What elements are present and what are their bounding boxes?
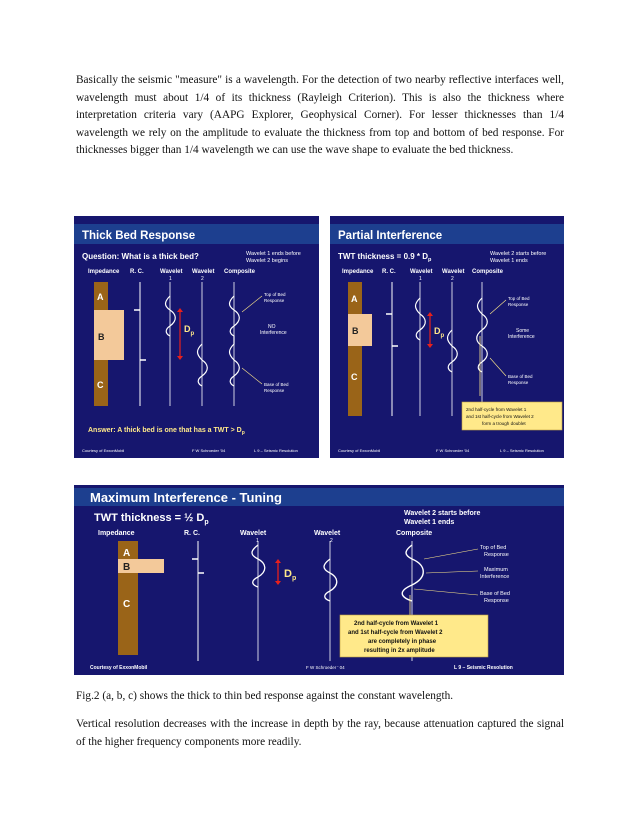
svg-text:Wavelet 1 ends: Wavelet 1 ends <box>404 519 455 526</box>
svg-text:Wavelet: Wavelet <box>314 530 341 537</box>
col-rc: R. C. <box>130 269 144 275</box>
svg-text:Wavelet 2 starts before: Wavelet 2 starts before <box>490 251 547 257</box>
svg-text:Response: Response <box>484 552 509 558</box>
svg-text:Top of Bed: Top of Bed <box>264 292 286 297</box>
partial-interference-diagram <box>330 216 564 458</box>
svg-text:R. C.: R. C. <box>382 269 396 275</box>
svg-text:Response: Response <box>264 298 285 303</box>
svg-text:Wavelet 1 ends: Wavelet 1 ends <box>490 258 528 264</box>
svg-text:Base of Bed: Base of Bed <box>508 374 533 379</box>
svg-text:Dp: $D_p$ <box>434 326 445 339</box>
svg-text:Response: Response <box>508 380 529 385</box>
figure-a-answer: Answer: A thick bed is one that has a TWT > $D_p$ <box>88 427 245 436</box>
figure-maximum-interference-tuning <box>74 485 564 675</box>
svg-text:A: A <box>123 548 131 559</box>
svg-text:1: 1 <box>169 276 172 282</box>
svg-text:NO: NO <box>268 324 276 330</box>
svg-text:F W Schroeder ' 04: F W Schroeder ' 04 <box>306 665 345 670</box>
svg-text:are completely in phase: are completely in phase <box>368 639 437 645</box>
svg-text:B: B <box>123 562 131 573</box>
svg-text:2: 2 <box>201 276 204 282</box>
col-wavelet-1: Wavelet <box>160 269 183 275</box>
figure-b-twt: TWT thickness = $0.9 * D_p$ <box>338 252 432 263</box>
svg-text:R. C.: R. C. <box>184 530 200 537</box>
svg-text:Impedance: Impedance <box>342 269 374 275</box>
svg-text:Dp: $D_p$ <box>284 568 297 582</box>
svg-text:Wavelet: Wavelet <box>442 269 465 275</box>
svg-text:Maximum: Maximum <box>484 567 508 573</box>
svg-text:C: C <box>351 372 358 382</box>
svg-text:Base of Bed: Base of Bed <box>480 591 510 597</box>
resolution-paragraph: Vertical resolution decreases with the increase in depth by the ray, because attenuation captured the signal of the higher frequency components more readily. <box>76 718 564 748</box>
figure-a-question: Question: What is a thick bed? <box>82 252 199 261</box>
svg-text:resulting in 2x amplitude: resulting in 2x amplitude <box>364 648 435 654</box>
svg-text:L 9 – Seismic Resolution: L 9 – Seismic Resolution <box>500 448 544 453</box>
svg-text:2nd half-cycle from Wavelet 1: 2nd half-cycle from Wavelet 1 <box>354 621 439 627</box>
svg-text:Impedance: Impedance <box>98 530 135 537</box>
svg-text:Response: Response <box>508 302 529 307</box>
svg-text:C: C <box>123 599 131 610</box>
svg-text:Interference: Interference <box>480 574 510 580</box>
svg-text:Top of Bed: Top of Bed <box>480 545 507 551</box>
figure-c-twt: TWT thickness = ½ $D_p$ <box>94 512 209 526</box>
svg-text:A: A <box>351 294 358 304</box>
dp-label: $D_p$ <box>184 324 195 337</box>
figure-a-note-2: Wavelet 2 begins <box>246 258 288 264</box>
svg-text:L 9 – Seismic Resolution: L 9 – Seismic Resolution <box>254 448 298 453</box>
svg-text:and 1st half-cycle from Wavele: and 1st half-cycle from Wavelet 2 <box>466 414 534 419</box>
svg-text:Wavelet: Wavelet <box>410 269 433 275</box>
figure-c-title: Maximum Interference - Tuning <box>90 490 282 505</box>
svg-text:Some: Some <box>516 328 530 334</box>
svg-text:2: 2 <box>330 538 333 544</box>
svg-text:2: 2 <box>451 276 454 282</box>
svg-text:A: A <box>97 292 104 302</box>
svg-text:form a trough doublet: form a trough doublet <box>482 421 526 426</box>
figure-b-title: Partial Interference <box>338 230 443 242</box>
svg-text:Composite: Composite <box>472 269 504 275</box>
svg-text:Top of Bed: Top of Bed <box>508 296 530 301</box>
svg-text:Interference: Interference <box>260 330 287 336</box>
svg-text:1: 1 <box>256 538 259 544</box>
figure-a-note-1: Wavelet 1 ends before <box>246 251 301 257</box>
svg-text:L 9 – Seismic Resolution: L 9 – Seismic Resolution <box>454 665 513 671</box>
thick-bed-diagram <box>74 216 319 458</box>
svg-text:B: B <box>98 332 105 342</box>
figure-thick-bed-response <box>74 216 319 458</box>
svg-text:Interference: Interference <box>508 334 535 340</box>
svg-text:C: C <box>97 380 104 390</box>
svg-text:Wavelet: Wavelet <box>240 530 267 537</box>
svg-text:Composite: Composite <box>396 530 433 537</box>
svg-text:1: 1 <box>419 276 422 282</box>
svg-text:Courtesy of ExxonMobil: Courtesy of ExxonMobil <box>82 448 125 453</box>
svg-text:Response: Response <box>264 388 285 393</box>
svg-text:Courtesy of ExxonMobil: Courtesy of ExxonMobil <box>338 448 381 453</box>
svg-text:Wavelet 2 starts before: Wavelet 2 starts before <box>404 510 481 517</box>
svg-text:Base of Bed: Base of Bed <box>264 382 289 387</box>
tuning-diagram <box>74 485 564 675</box>
figure-a-title: Thick Bed Response <box>82 230 196 242</box>
figure-caption: Fig.2 (a, b, c) shows the thick to thin bed response against the constant wavelength. <box>76 690 454 702</box>
svg-text:Courtesy of ExxonMobil: Courtesy of ExxonMobil <box>90 665 148 671</box>
figure-partial-interference <box>330 216 564 458</box>
svg-text:F W Schroeder '04: F W Schroeder '04 <box>436 448 470 453</box>
svg-text:B: B <box>352 326 359 336</box>
svg-text:and 1st half-cycle from Wavele: and 1st half-cycle from Wavelet 2 <box>348 630 443 636</box>
intro-paragraph: Basically the seismic "measure" is a wavelength. For the detection of two nearby reflective interfaces well, wavelength must about 1/4 of its thickness (Rayleigh Criterion). This is also the thickness where interpretation criteria vary (AAPG Explorer, Geophysical Corner). For lesser thicknesses than 1/4 wavelength we rely on the amplitude to evaluate the thickness from top and bottom of bed response. For thicknesses bigger than 1/4 wavelength we can use the wave shape to evaluate the bed thickness. <box>76 74 564 156</box>
svg-text:F W Schroeder '04: F W Schroeder '04 <box>192 448 226 453</box>
col-impedance: Impedance <box>88 269 120 275</box>
svg-text:2nd half-cycle from Wavelet 1: 2nd half-cycle from Wavelet 1 <box>466 407 527 412</box>
col-composite: Composite <box>224 269 256 275</box>
col-wavelet-2: Wavelet <box>192 269 215 275</box>
svg-text:Response: Response <box>484 598 509 604</box>
